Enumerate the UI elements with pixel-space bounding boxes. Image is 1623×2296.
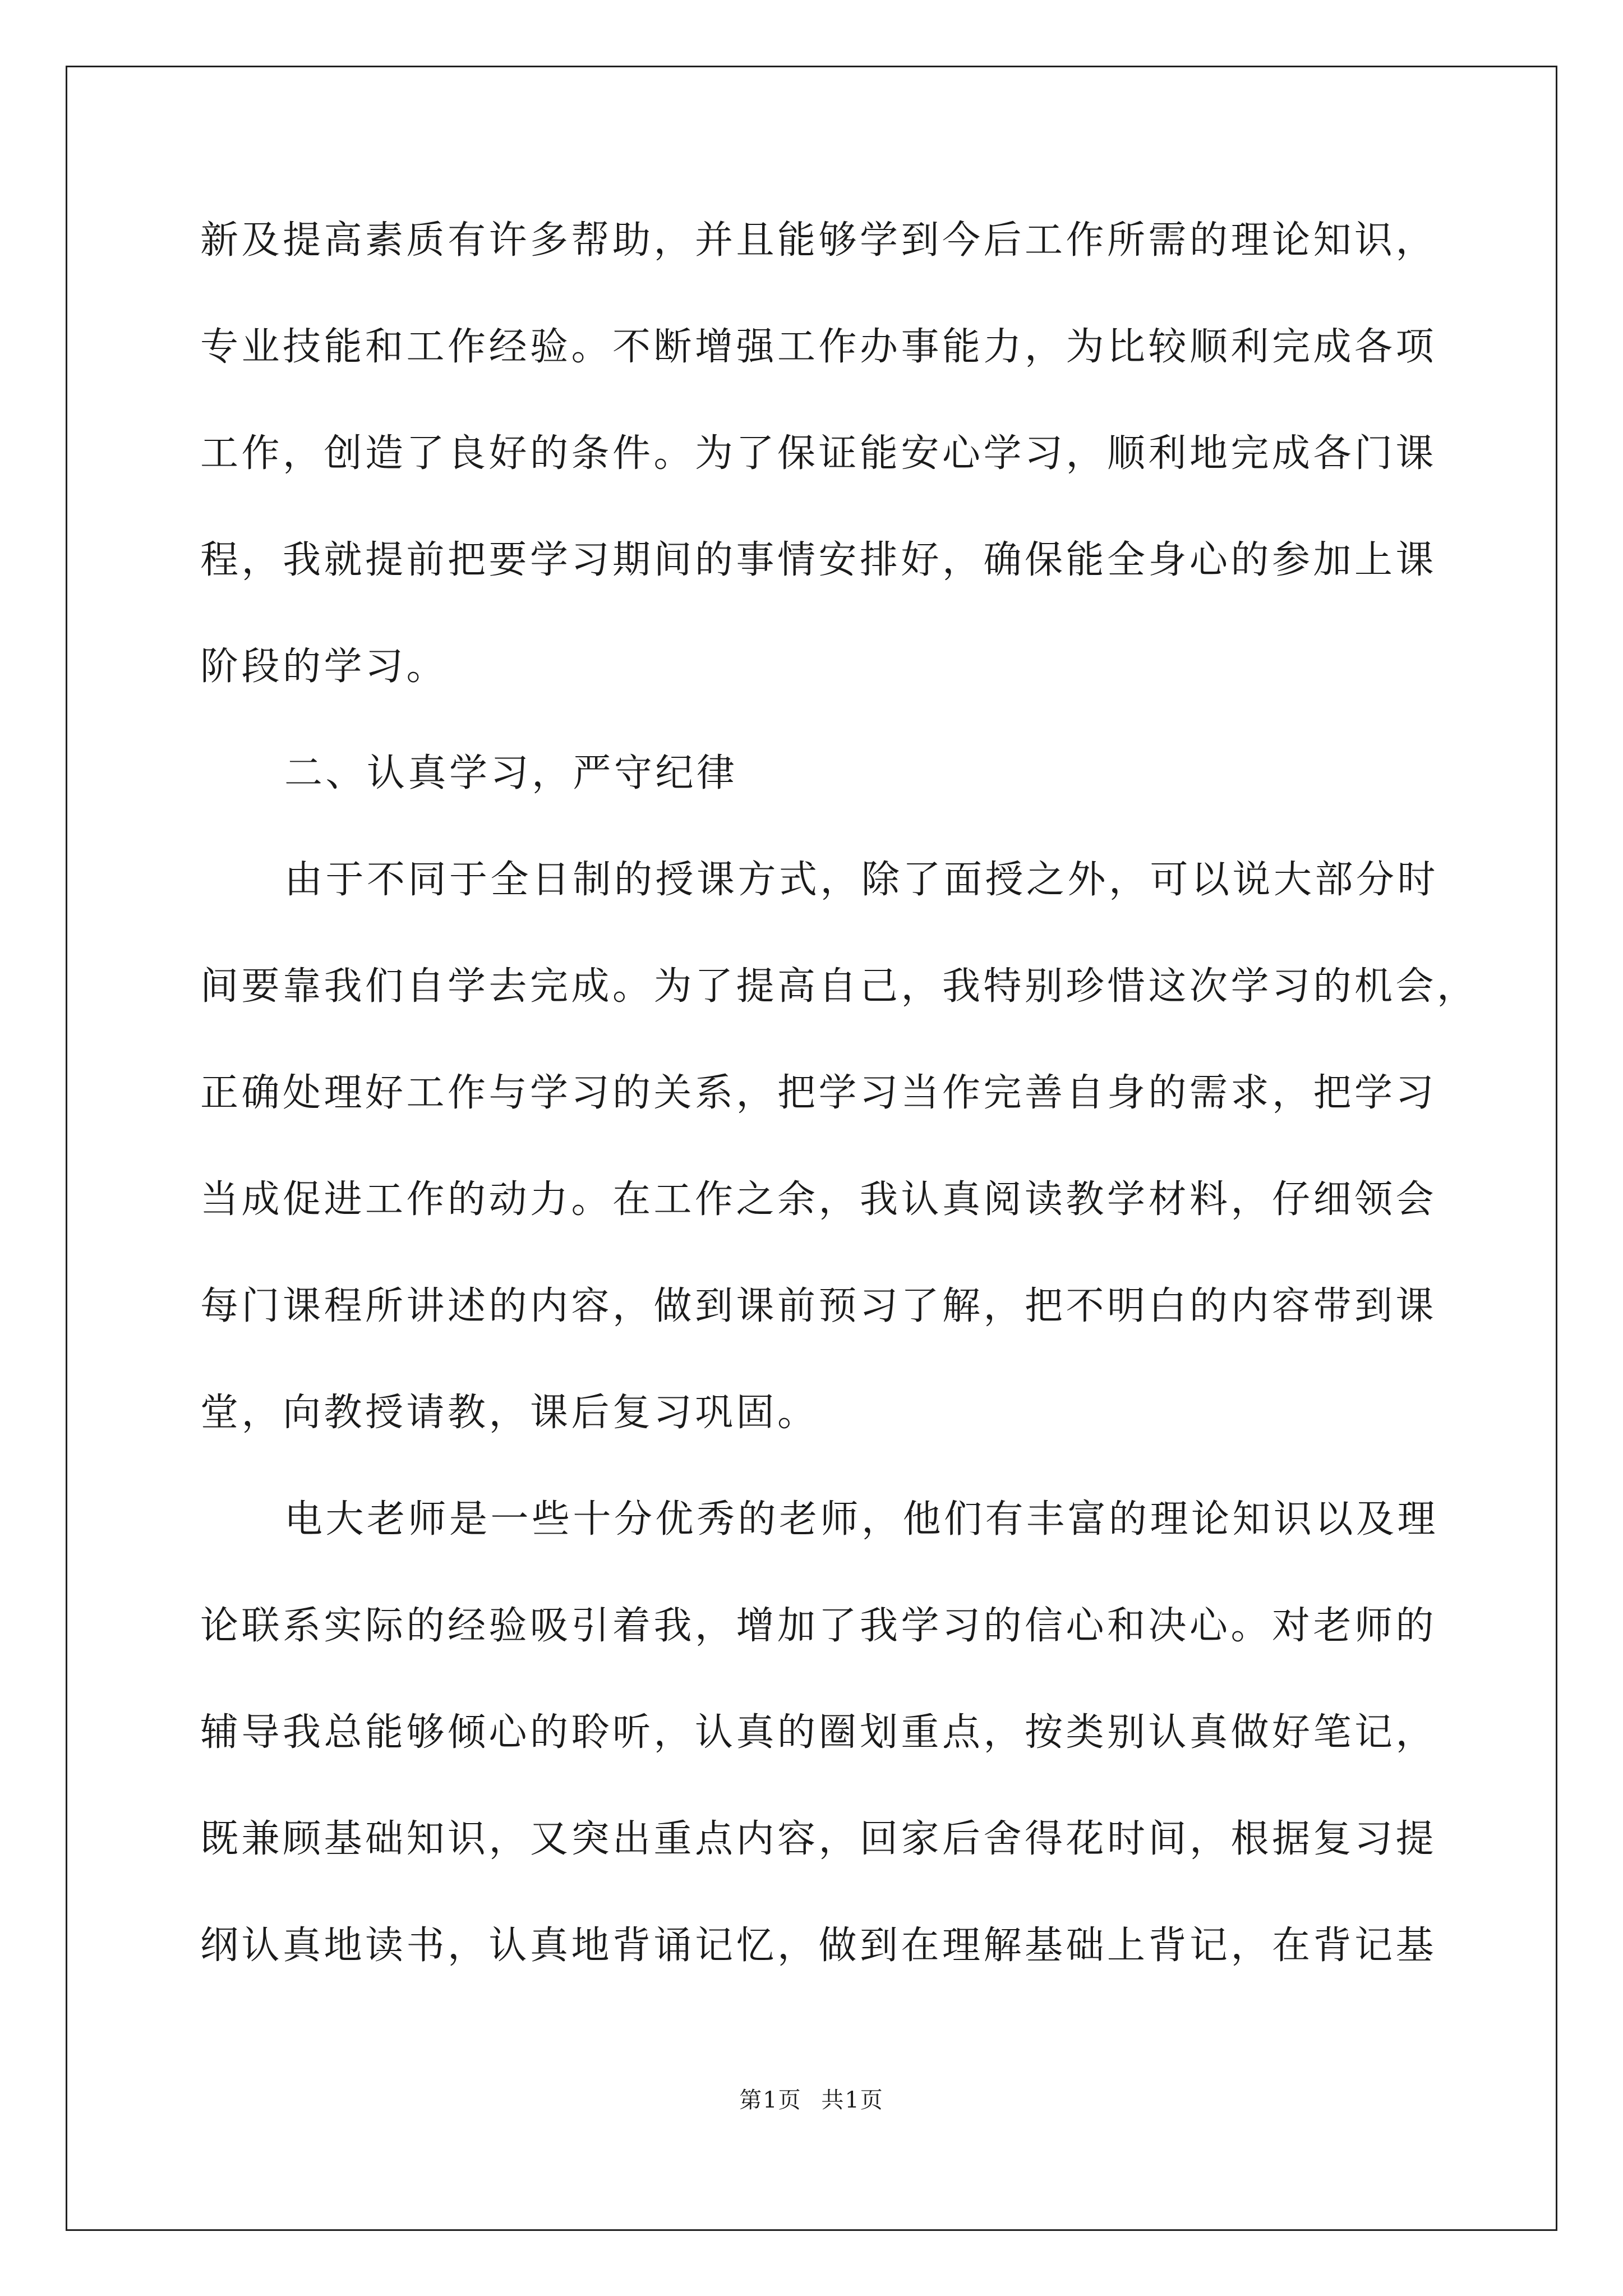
text-line: 新及提高素质有许多帮助，并且能够学到今后工作所需的理论知识， [200,218,1437,263]
text-line: 阶段的学习。 [200,645,448,689]
section-heading: 二、认真学习，严守纪律 [284,751,738,795]
text-line: 正确处理好工作与学习的关系，把学习当作完善自身的需求，把学习 [200,1071,1437,1115]
paragraph-first-line: 由于不同于全日制的授课方式，除了面授之外，可以说大部分时 [284,858,1439,902]
text-line: 专业技能和工作经验。不断增强工作办事能力，为比较顺利完成各项 [200,325,1437,369]
text-line: 每门课程所讲述的内容，做到课前预习了解，把不明白的内容带到课 [200,1284,1437,1328]
page-number: 第1页 [739,2087,802,2113]
page-footer [0,2082,1623,2114]
page-total: 共1页 [821,2087,884,2113]
text-line: 工作，创造了良好的条件。为了保证能安心学习，顺利地完成各门课 [200,431,1437,476]
text-line: 既兼顾基础知识，又突出重点内容，回家后舍得花时间，根据复习提 [200,1817,1437,1861]
text-line: 间要靠我们自学去完成。为了提高自己，我特别珍惜这次学习的机会， [200,964,1478,1009]
text-line: 堂，向教授请教，课后复习巩固。 [200,1391,819,1435]
document-body [200,187,1478,1999]
text-line: 论联系实际的经验吸引着我，增加了我学习的信心和决心。对老师的 [200,1604,1437,1648]
text-line: 当成促进工作的动力。在工作之余，我认真阅读教学材料，仔细领会 [200,1177,1437,1222]
paragraph-first-line: 电大老师是一些十分优秀的老师，他们有丰富的理论知识以及理 [284,1497,1439,1542]
text-line: 程，我就提前把要学习期间的事情安排好，确保能全身心的参加上课 [200,538,1437,582]
text-line: 辅导我总能够倾心的聆听，认真的圈划重点，按类别认真做好笔记， [200,1710,1437,1755]
text-line: 纲认真地读书，认真地背诵记忆，做到在理解基础上背记，在背记基 [200,1924,1437,1968]
